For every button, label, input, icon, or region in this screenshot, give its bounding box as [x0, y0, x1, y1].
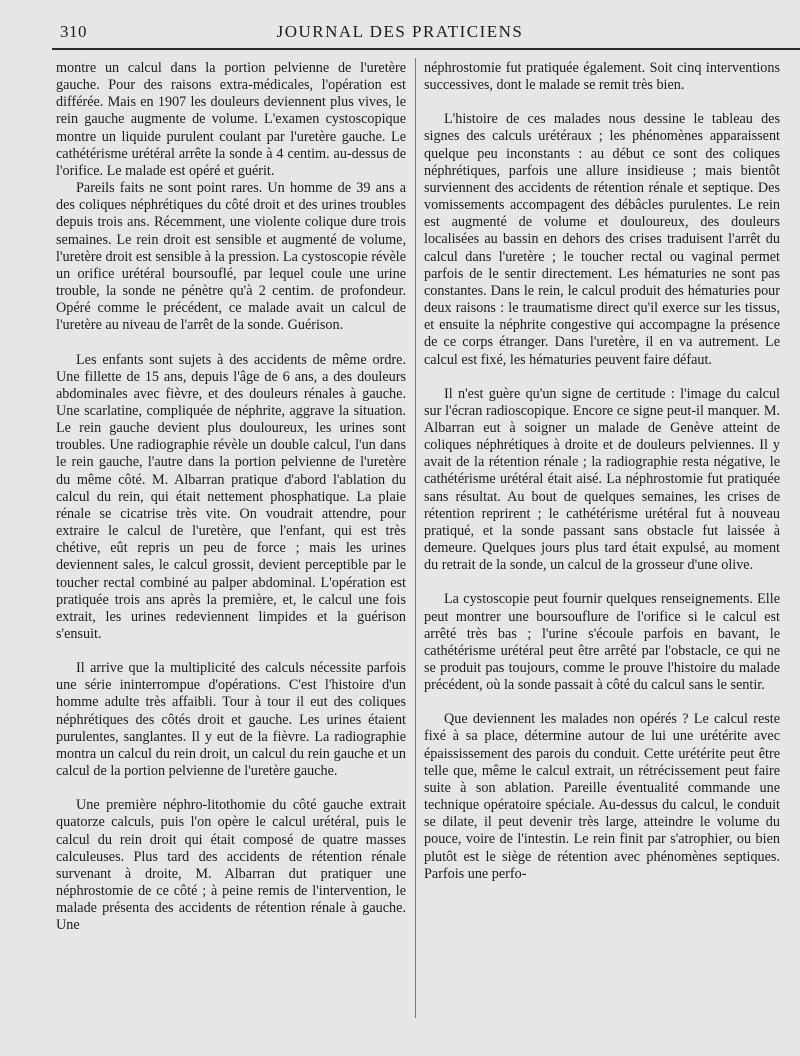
page-header	[0, 0, 800, 44]
paragraph: néphrostomie fut pratiquée également. Soit cinq interventions successives, dont le malade se remit très bien.	[424, 60, 780, 94]
paragraph: montre un calcul dans la portion pelvienne de l'uretère gauche. Pour des raisons extra-médicales, l'opération est différée. Mais en 1907 les douleurs deviennent plus vives, le rein gauche augmente de volume. L'examen cystoscopique montre un liquide purulent coulant par l'uretère gauche. Le cathétérisme urétéral arrête la sonde à 4 centim. au-dessus de l'orifice. Le malade est opéré et guérit.	[56, 60, 406, 179]
column-divider	[415, 58, 416, 1018]
paragraph: Il n'est guère qu'un signe de certitude : l'image du calcul sur l'écran radioscopique. Encore ce signe peut-il manquer. M. Albarran eut à soigner un malade de Genève atteint de coliques néphrétiques à droite et de douleurs pelviennes. Il y avait de la rétention rénale ; la radiographie resta négative, le cathétérisme urétéral était aisé. La néphrostomie fut pratiquée sans résultat. Au bout de quelques semaines, les crises de rétention reprirent ; le cathétérisme urétéral fut à nouveau pratiqué, et la sonde passant sans obstacle fut laissée à demeure. Quelques jours plus tard était expulsé, au moment du retrait de la sonde, un calcul de la grosseur d'une olive.	[424, 385, 780, 574]
paragraph: Pareils faits ne sont point rares. Un homme de 39 ans a des coliques néphrétiques du côté droit et des urines troubles depuis trois ans. Récemment, une violente colique dure trois semaines. Le rein droit est sensible et augmenté de volume, l'uretère droit est sensible à la pression. La cystoscopie révèle un orifice urétéral boursouflé, par lequel coule une urine trouble, la sonde ne pénètre qu'à 2 centim. de profondeur. Opéré comme le précédent, ce malade avait un calcul de l'uretère au niveau de l'arrêt de la sonde. Guérison.	[56, 180, 406, 334]
paragraph: Les enfants sont sujets à des accidents de même ordre. Une fillette de 15 ans, depuis l'âge de 6 ans, a des douleurs abdominales avec fièvre, et des douleurs rénales à gauche. Une scarlatine, compliquée de néphrite, aggrave la situation. Le rein gauche devient plus douloureux, les urines sont troubles. Une radiographie révèle un double calcul, l'un dans le rein gauche, l'autre dans la portion pelvienne de l'uretère du même côté. M. Albarran pratique d'abord l'ablation du calcul du rein, qui était nettement phosphatique. La plaie rénale se cicatrise très vite. On voudrait attendre, pour extraire le calcul de l'uretère, que l'enfant, qui est très chétive, eût repris un peu de force ; mais les urines deviennent sales, le calcul grossit, devient perceptible par le toucher rectal combiné au palper abdominal. L'opération est pratiquée trois ans après la première, et, le calcul une fois extrait, les urines redeviennent limpides et la guérison s'ensuit.	[56, 351, 406, 642]
left-column	[56, 60, 406, 935]
right-column	[424, 60, 780, 883]
paragraph: La cystoscopie peut fournir quelques renseignements. Elle peut montrer une boursouflure de l'orifice si le calcul est arrêté très bas ; l'urine s'écoule parfois en bavant, le cathétérisme urétéral peut être arrêté par l'obstacle, ce qui ne se produit pas toujours, comme le prouve l'histoire du malade précédent, où la sonde passait à côté du calcul sans le sentir.	[424, 591, 780, 694]
paragraph: Que deviennent les malades non opérés ? Le calcul reste fixé à sa place, détermine autour de lui une urétérite avec épaississement des parois du conduit. Cette urétérite peut être telle que, même le calcul extrait, un rétrécissement peut faire suite à son ablation. Pareille éventualité commande une technique opératoire spéciale. Au-dessus du calcul, le conduit se dilate, il peut devenir très large, atteindre le volume du pouce, voire de l'intestin. Le rein finit par s'atrophier, ou bien plutôt est le siège de rétention avec phénomènes septiques. Parfois une perfo-	[424, 711, 780, 882]
journal-title: JOURNAL DES PRATICIENS	[276, 22, 524, 41]
paragraph: L'histoire de ces malades nous dessine le tableau des signes des calculs urétéraux ; les phénomènes apparaissent quelque peu inconstants : au début ce sont des coliques néphrétiques, parfois une allure insidieuse ; mais bientôt surviennent des accidents de rétention rénale et septique. Des vomissements accompagent des débâcles purulentes. Le rein est augmenté de volume et douloureux, des douleurs localisées au bassin en dehors des crises traduisent l'arrêt du calcul dans l'uretère ; le toucher rectal ou vaginal permet parfois de le sentir directement. Les hématuries ne sont pas constantes. Dans le rein, le calcul produit des hématuries pour deux raisons : le traumatisme direct qu'il exerce sur les tissus, et ensuite la néphrite congestive qui accompagne la présence de ce corps étranger. Dans l'uretère, il en va autrement. Le calcul est fixé, les hématuries peuvent faire défaut.	[424, 111, 780, 368]
paragraph: Une première néphro-litothomie du côté gauche extrait quatorze calculs, puis l'on opère le calcul urétéral, puis le calcul du rein droit qui était composé de quatre masses calculeuses. Plus tard des accidents de rétention rénale survenant à droite, M. Albarran dut pratiquer une néphrostomie de ce côté ; à peine remis de l'intervention, le malade présenta des accidents de rétention rénale à gauche. Une	[56, 797, 406, 934]
header-rule	[52, 48, 800, 50]
page-number: 310	[60, 22, 87, 41]
paragraph: Il arrive que la multiplicité des calculs nécessite parfois une série ininterrompue d'opérations. C'est l'histoire d'un homme adulte très affaibli. Tour à tour il eut des coliques néphrétiques des côtés droit et gauche. Les urines étaient purulentes, sanglantes. Il y eut de la fièvre. La radiographie montra un calcul du rein droit, un calcul du rein gauche et un calcul de la portion pelvienne de l'uretère gauche.	[56, 660, 406, 780]
